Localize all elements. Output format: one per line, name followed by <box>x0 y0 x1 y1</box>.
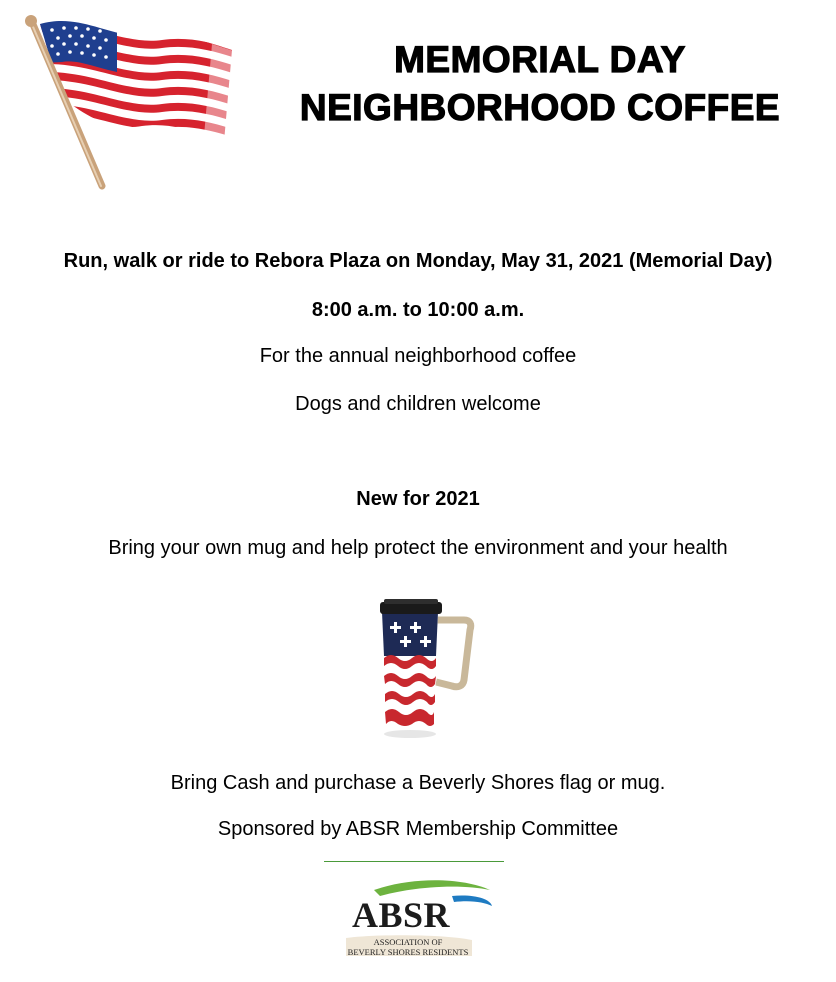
event-time: 8:00 a.m. to 10:00 a.m. <box>311 299 525 321</box>
travel-mug-image <box>372 596 482 746</box>
american-flag-image <box>22 14 242 194</box>
title-line-1: MEMORIAL DAY <box>394 39 686 80</box>
logo-full-name-line-2: BEVERLY SHORES RESIDENTS <box>347 947 469 957</box>
new-section-text: Bring your own mug and help protect the environment and your health <box>108 537 728 559</box>
cash-line: Bring Cash and purchase a Beverly Shores flag or mug. <box>170 772 666 794</box>
sponsor-line: Sponsored by ABSR Membership Committee <box>217 818 619 840</box>
event-location-line: Run, walk or ride to Rebora Plaza on Monday, May 31, 2021 (Memorial Day) <box>63 250 773 272</box>
logo-full-name-line-1: ASSOCIATION OF <box>373 937 443 947</box>
logo-abbreviation: ABSR <box>352 895 451 935</box>
divider-line <box>324 861 504 862</box>
event-purpose: For the annual neighborhood coffee <box>259 345 577 367</box>
event-welcome: Dogs and children welcome <box>295 393 541 415</box>
title-line-2: NEIGHBORHOOD COFFEE <box>299 87 781 128</box>
absr-logo <box>344 876 494 958</box>
new-section-heading: New for 2021 <box>356 488 480 510</box>
page-title <box>262 36 818 132</box>
